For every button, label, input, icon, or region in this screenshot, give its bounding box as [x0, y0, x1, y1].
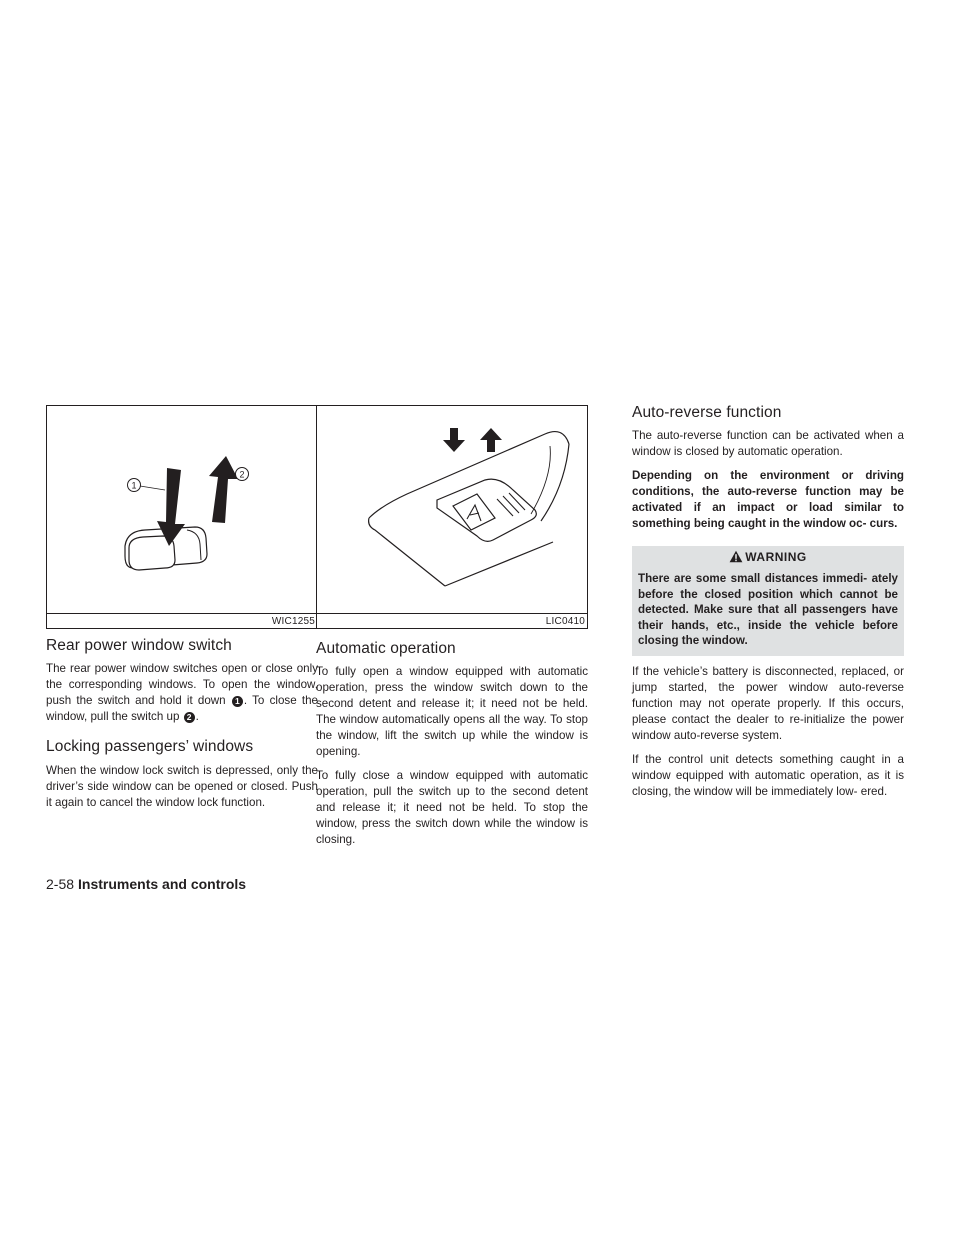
paragraph-automatic-open: To fully open a window equipped with automatic operation, press the window switch down to the second detent and release it; it need not be held. The window automatically opens all the way. To stop the window, lift the switch up while the window is opening. — [316, 665, 588, 758]
text-segment: . To close the window, pull the switch up — [46, 694, 318, 723]
footer-section-title: Instruments and controls — [78, 876, 247, 892]
warning-triangle-icon — [729, 550, 743, 563]
figure-code: LIC0410 — [545, 616, 585, 627]
figure-code: WIC1255 — [271, 616, 315, 627]
page-number: 2-58 — [46, 876, 75, 892]
warning-text: There are some small distances immedi- ately before the closed position which cannot be detected. Make sure that all passengers have their hands, etc., inside the vehicle before closing the window. — [638, 572, 898, 647]
paragraph-automatic-close: To fully close a window equipped with automatic operation, pull the switch up to the second detent and release it; it need not be held. To stop the window, press the switch down while the window is closing. — [316, 769, 588, 846]
column-left — [46, 405, 318, 811]
figure-caption-rule — [317, 613, 587, 614]
text-segment: The rear power window switches open or close only the corresponding windows. To open the window, push the switch and hold it down — [46, 662, 318, 707]
paragraph-locking: When the window lock switch is depressed, only the driver’s side window can be opened or closed. Push it again to cancel the window lock function. — [46, 764, 318, 809]
warning-header — [638, 550, 898, 564]
warning-box — [632, 546, 904, 656]
paragraph-control-unit: If the control unit detects something caught in a window equipped with automatic operation, as it is closing, the window will be immediately low- ered. — [632, 752, 904, 798]
paragraph-auto-reverse-conditions: Depending on the environment or driving conditions, the auto-reverse function may be activated if an impact or load similar to something being caught in the window oc- curs. — [632, 469, 904, 530]
heading-auto-reverse-function: Auto-reverse function — [632, 404, 782, 421]
figure-callout-1: 1 — [131, 480, 137, 491]
figure-rear-window-switch — [46, 405, 318, 629]
paragraph-auto-reverse-intro: The auto-reverse function can be activated when a window is closed by automatic operation. — [632, 429, 904, 458]
figure-callout-2: 2 — [239, 469, 245, 480]
warning-title: WARNING — [745, 550, 807, 564]
page-footer — [46, 876, 246, 892]
figure-automatic-switch — [316, 405, 588, 629]
rear-switch-illustration — [47, 406, 317, 628]
callout-badge-2: 2 — [184, 712, 195, 723]
automatic-switch-illustration — [317, 406, 587, 628]
figure-caption-rule — [47, 613, 317, 614]
heading-locking-passengers-windows: Locking passengers’ windows — [46, 738, 254, 755]
column-right — [632, 404, 904, 800]
paragraph-battery: If the vehicle’s battery is disconnected, replaced, or jump started, the power window auto-reverse function may not operate properly. If this occurs, please contact the dealer to re-initialize the power window auto-reverse system. — [632, 664, 904, 742]
heading-automatic-operation: Automatic operation — [316, 640, 456, 657]
heading-rear-power-window-switch: Rear power window switch — [46, 637, 232, 654]
text-segment: . — [195, 710, 199, 723]
column-middle — [316, 405, 588, 848]
callout-badge-1: 1 — [232, 696, 243, 707]
paragraph-rear-switch — [46, 661, 318, 725]
